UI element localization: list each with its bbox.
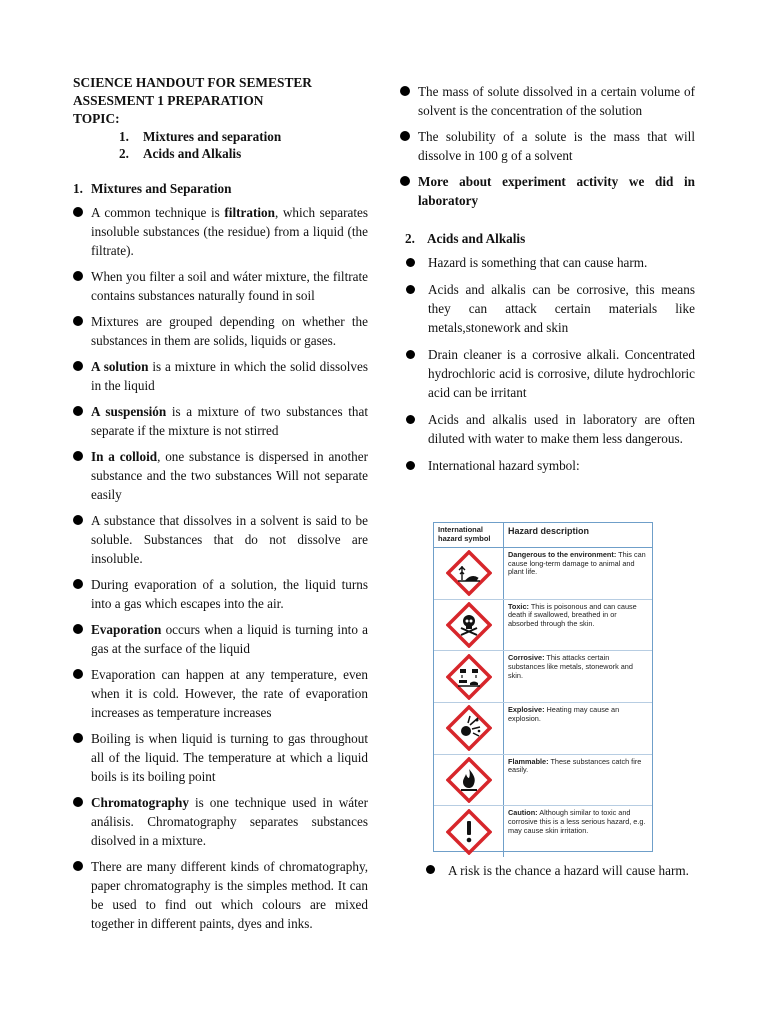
bullet-text: Mixtures are grouped depending on whether the substances in them are solids, liquids or gases. [91, 314, 368, 348]
hazard-desc-text: This can cause long-term damage to animal and plant life. [508, 550, 646, 577]
bullet-dot [73, 406, 83, 416]
bullet-item [73, 511, 368, 568]
bullet-item [73, 729, 368, 786]
bullet-item [73, 857, 368, 933]
bullet-item [400, 172, 695, 210]
bullet-text: During evaporation of a solution, the liquid turns into a gas which escapes into the air. [91, 577, 368, 611]
hazard-title: Corrosive: [508, 653, 545, 663]
section1-heading: 1. Mixtures and Separation [73, 181, 232, 196]
hazard-description [504, 755, 652, 806]
bullet-dot [400, 131, 410, 141]
flammable-icon [434, 755, 504, 806]
right-top-bullet-list [400, 82, 695, 210]
bullet-dot [406, 285, 415, 294]
hazard-table-col2-header: Hazard description [508, 526, 590, 536]
bullet-text: The mass of solute dissolved in a certain volume of solvent is the concentration of the solution [418, 84, 695, 118]
bullet-text: A substance that dissolves in a solvent is said to be soluble. Substances that do not dissolve are insoluble. [91, 513, 368, 566]
bullet-text: In a colloid, one substance is dispersed in another substance and the two substances Will not separate easily [91, 449, 368, 502]
hazard-desc-text: Although similar to toxic and corrosive this is a less serious hazard, e.g. may cause skin irritation. [508, 808, 646, 835]
section2-bullet-list [400, 253, 695, 475]
bullet-text: Boiling is when liquid is turning to gas throughout all of the liquid. The temperature at which a liquid boils is its boiling point [91, 731, 368, 784]
hazard-desc-text: These substances catch fire easily. [508, 756, 642, 775]
bullet-dot [73, 515, 83, 525]
bullet-dot [406, 461, 415, 470]
topic-item: 1. Mixtures and separation [119, 129, 282, 144]
bullet-text: The solubility of a solute is the mass that will dissolve in 100 g of a solvent [418, 129, 695, 163]
bullet-text: International hazard symbol: [428, 458, 580, 473]
hazard-table-row [434, 548, 652, 600]
bullet-item [73, 203, 368, 260]
bullet-text: Drain cleaner is a corrosive alkali. Concentrated hydrochloric acid is corrosive, dilute hydrochloric acid can be irritant [428, 347, 695, 400]
bullet-dot [73, 861, 83, 871]
bullet-item [73, 620, 368, 658]
hazard-desc-text: Heating may cause an explosion. [508, 705, 620, 723]
bullet-dot [73, 797, 83, 807]
bullet-text: A common technique is filtration, which separates insoluble substances (the residue) from a liquid (the filtrate). [91, 205, 368, 258]
bullet-text: When you filter a soil and wáter mixture, the filtrate contains substances naturally found in soil [91, 269, 368, 303]
bullet-text: Evaporation can happen at any temperature, even when it is cold. However, the rate of evaporation increases as temperature increases [91, 667, 368, 720]
hazard-title: Toxic: [508, 601, 529, 611]
bullet-item [73, 312, 368, 350]
hazard-description [504, 806, 652, 857]
hazard-description [504, 600, 652, 651]
hazard-description [504, 651, 652, 702]
hazard-title: Explosive: [508, 705, 545, 715]
bullet-dot [406, 258, 415, 267]
bullet-dot [406, 350, 415, 359]
bullet-text: There are many different kinds of chromatography, paper chromatography is the simples method. It can be used to find out which colours are mixed together in different paints, dyes and inks. [91, 859, 368, 931]
handout-title-line1: SCIENCE HANDOUT FOR SEMESTER [73, 75, 312, 90]
bullet-dot [73, 316, 83, 326]
bullet-text: A solution is a mixture in which the solid dissolves in the liquid [91, 359, 368, 393]
environment-hazard-icon [434, 548, 504, 599]
hazard-table-row [434, 755, 652, 807]
bullet-dot [73, 271, 83, 281]
bullet-item [400, 280, 695, 337]
bullet-item [400, 253, 695, 272]
bullet-item [73, 575, 368, 613]
bullet-text: Acids and alkalis used in laboratory are often diluted with water to make them less dangerous. [428, 412, 695, 446]
bullet-item [400, 82, 695, 120]
bullet-item [73, 267, 368, 305]
bullet-text: A suspensión is a mixture of two substances that separate if the mixture is not stirred [91, 404, 368, 438]
bullet-item [73, 447, 368, 504]
section1-bullet-list [73, 203, 368, 933]
hazard-table-col1-header: International hazard symbol [434, 523, 504, 547]
right-column [400, 82, 695, 483]
toxic-skull-icon [434, 600, 504, 651]
bullet-item [73, 793, 368, 850]
bullet-text: Evaporation occurs when a liquid is turning into a gas at the surface of the liquid [91, 622, 368, 656]
hazard-table-header [434, 523, 652, 548]
bullet-dot [406, 415, 415, 424]
hazard-desc-text: This is poisonous and can cause death if swallowed, breathed in or absorbed through the skin. [508, 601, 637, 628]
bullet-dot [426, 865, 435, 874]
hazard-table-row [434, 703, 652, 755]
bullet-text: Acids and alkalis can be corrosive, this means they can attack certain materials like metals,stonework and skin [428, 282, 695, 335]
explosive-icon [434, 703, 504, 754]
bullet-dot [400, 176, 410, 186]
corrosive-icon [434, 651, 504, 702]
hazard-title: Flammable: [508, 756, 549, 766]
hazard-desc-text: This attacks certain substances like metals, stonework and skin. [508, 653, 633, 680]
bullet-item [73, 665, 368, 722]
bullet-item [400, 345, 695, 402]
section2-heading: 2. Acids and Alkalis [405, 231, 526, 246]
topic-item: 2. Acids and Alkalis [119, 146, 242, 161]
bullet-dot [73, 669, 83, 679]
hazard-symbol-table [433, 522, 653, 852]
hazard-description [504, 703, 652, 754]
hazard-description [504, 548, 652, 599]
hazard-table-row [434, 651, 652, 703]
hazard-table-row [434, 600, 652, 652]
caution-exclamation-icon [434, 806, 504, 857]
bullet-item [400, 456, 695, 475]
bullet-text: Hazard is something that can cause harm. [428, 255, 648, 270]
bullet-item [73, 402, 368, 440]
bullet-dot [73, 361, 83, 371]
bullet-item [400, 127, 695, 165]
left-column [73, 74, 368, 940]
hazard-table-row [434, 806, 652, 857]
topic-label: TOPIC: [73, 111, 120, 126]
bullet-item [73, 357, 368, 395]
bullet-item [400, 410, 695, 448]
bullet-dot [400, 86, 410, 96]
bullet-dot [73, 207, 83, 217]
bullet-text: More about experiment activity we did in laboratory [418, 174, 695, 208]
bullet-text: Chromatography is one technique used in wáter análisis. Chromatography separates substances disolved in a mixture. [91, 795, 368, 848]
bullet-dot [73, 451, 83, 461]
bullet-dot [73, 733, 83, 743]
topic-list [73, 128, 368, 162]
hazard-title: Caution: [508, 808, 538, 818]
bullet-dot [73, 579, 83, 589]
bullet-dot [73, 624, 83, 634]
handout-title-line2: ASSESMENT 1 PREPARATION [73, 93, 264, 108]
risk-bullet: A risk is the chance a hazard will cause harm. [420, 860, 722, 881]
hazard-title: Dangerous to the environment: [508, 550, 617, 559]
